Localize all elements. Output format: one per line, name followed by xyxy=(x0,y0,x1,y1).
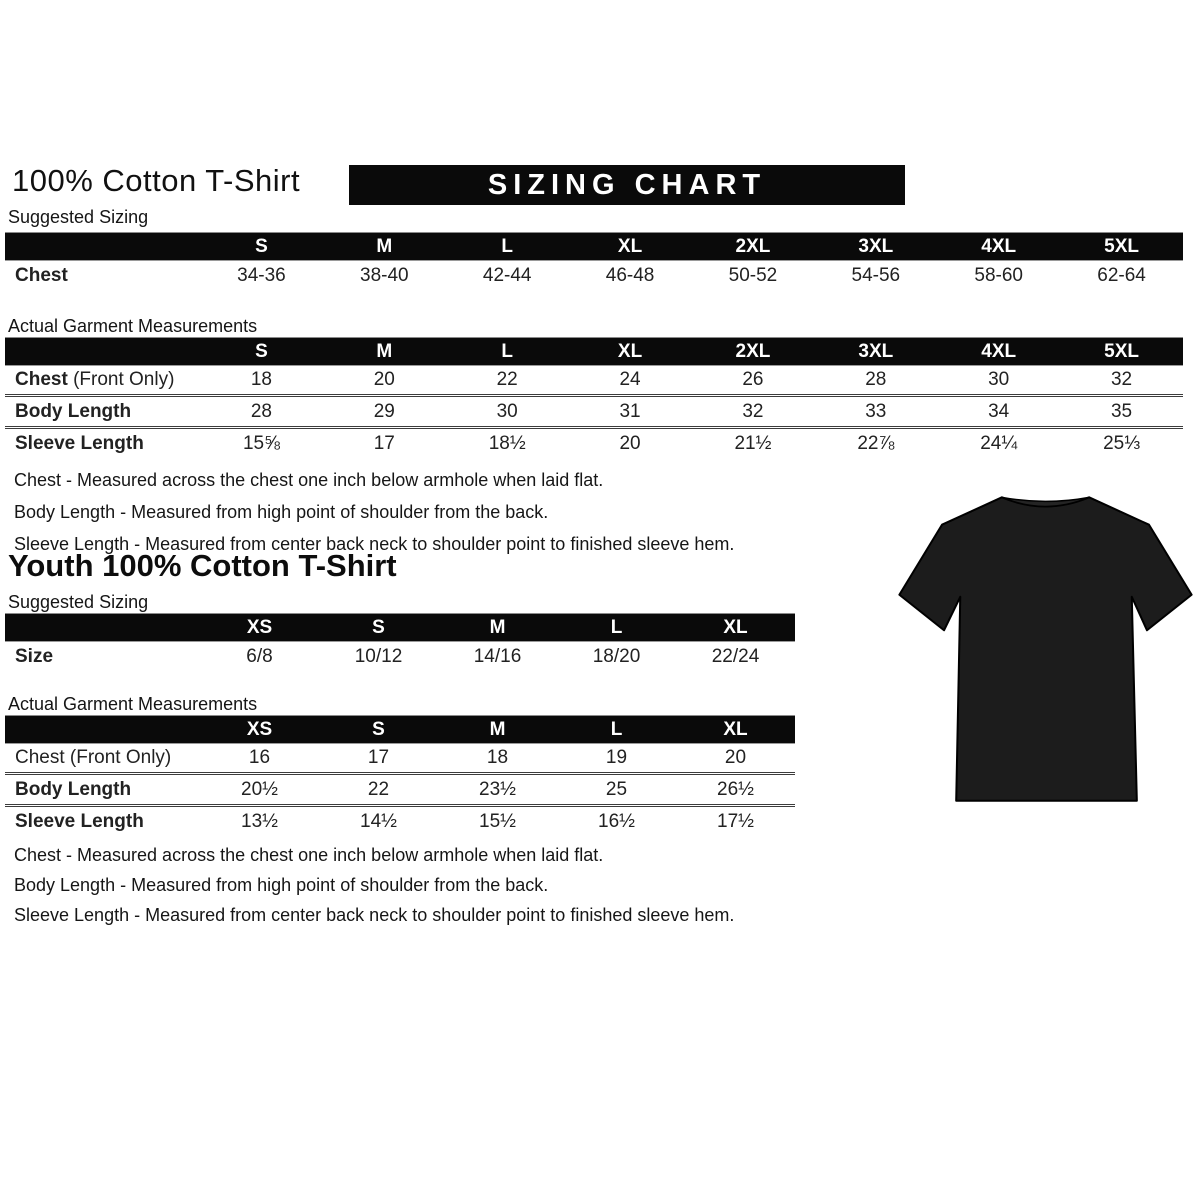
adult-suggested-sizing-label: Suggested Sizing xyxy=(8,207,149,227)
header-cell: XL xyxy=(617,340,643,362)
cell: 20 xyxy=(724,746,747,768)
table-row xyxy=(5,394,1183,426)
black-tshirt-image xyxy=(893,475,1198,825)
cell: 14/16 xyxy=(473,645,522,667)
header-cell: XL xyxy=(723,718,748,740)
header-cell: M xyxy=(489,718,506,740)
cell: 26 xyxy=(742,368,764,390)
youth-suggested-sizing-table xyxy=(5,614,795,672)
header-cell: 3XL xyxy=(858,340,894,362)
cell: 22 xyxy=(367,778,390,800)
youth-suggested-sizing-label: Suggested Sizing xyxy=(8,592,149,612)
row-label xyxy=(5,779,200,801)
header-cell: S xyxy=(372,718,385,740)
cell: 20 xyxy=(373,368,395,390)
cell: 18/20 xyxy=(592,645,641,667)
cell: 22⅞ xyxy=(857,432,895,454)
cell: 29 xyxy=(373,400,395,422)
cell: 54-56 xyxy=(851,264,901,286)
cell: 25 xyxy=(605,778,628,800)
youth-actual-measurements-table xyxy=(5,716,795,836)
row-label xyxy=(5,265,200,287)
header-cell: XL xyxy=(617,235,643,257)
table-header-row xyxy=(5,614,795,641)
row-label xyxy=(5,646,200,668)
cell: 28 xyxy=(865,368,887,390)
row-label-note: (Front Only) xyxy=(67,368,175,390)
cell: 32 xyxy=(1110,368,1133,390)
youth-actual-measurements-label: Actual Garment Measurements xyxy=(8,694,258,714)
adult-actual-measurements-table xyxy=(5,338,1183,458)
cell: 25⅓ xyxy=(1103,432,1141,454)
youth-section-title: Youth 100% Cotton T-Shirt xyxy=(8,548,397,583)
row-label xyxy=(5,747,200,769)
cell: 30 xyxy=(496,400,518,422)
youth-measurement-notes xyxy=(14,840,734,930)
cell: 6/8 xyxy=(246,645,273,667)
table-row xyxy=(5,641,795,672)
cell: 23½ xyxy=(479,778,516,800)
cell: 30 xyxy=(988,368,1010,390)
cell: 22 xyxy=(496,368,518,390)
note-line: Body Length - Measured from high point of shoulder from the back. xyxy=(14,502,549,522)
table-header-row xyxy=(5,716,795,743)
adult-suggested-sizing-table xyxy=(5,233,1183,291)
header-cell: S xyxy=(255,340,268,362)
cell: 17 xyxy=(373,432,395,454)
table-row xyxy=(5,365,1183,394)
row-label-text: Sleeve Length xyxy=(15,432,144,454)
table-header-row xyxy=(5,338,1183,365)
note-line: Chest - Measured across the chest one inch below armhole when laid flat. xyxy=(14,470,604,490)
cell: 46-48 xyxy=(605,264,655,286)
cell: 58-60 xyxy=(974,264,1023,286)
row-label xyxy=(5,401,200,423)
cell: 17 xyxy=(367,746,390,768)
note-line: Chest - Measured across the chest one inch below armhole when laid flat. xyxy=(14,845,604,865)
cell: 18½ xyxy=(488,432,526,454)
adult-actual-measurements-label: Actual Garment Measurements xyxy=(8,316,258,336)
cell: 22/24 xyxy=(711,645,760,667)
cell: 15½ xyxy=(479,810,516,832)
table-row xyxy=(5,743,795,772)
header-cell: L xyxy=(501,340,513,362)
header-cell: XL xyxy=(723,616,748,638)
header-cell: S xyxy=(255,235,268,257)
header-cell: XS xyxy=(246,616,273,638)
header-cell: L xyxy=(610,616,623,638)
cell: 17½ xyxy=(717,810,754,832)
row-label-note: Chest (Front Only) xyxy=(15,746,172,768)
header-cell: 2XL xyxy=(735,235,771,257)
header-cell: 5XL xyxy=(1104,235,1139,257)
cell: 62-64 xyxy=(1097,264,1146,286)
header-cell: M xyxy=(376,235,393,257)
cell: 20½ xyxy=(241,778,278,800)
cell: 42-44 xyxy=(482,264,532,286)
table-row xyxy=(5,772,795,804)
table-row xyxy=(5,260,1183,291)
row-label-text: Body Length xyxy=(15,778,132,800)
table-row xyxy=(5,426,1183,458)
row-label xyxy=(5,433,200,455)
cell: 34 xyxy=(988,400,1010,422)
cell: 14½ xyxy=(360,810,397,832)
row-label xyxy=(5,369,200,391)
note-line: Sleeve Length - Measured from center back neck to shoulder point to finished sleeve hem. xyxy=(14,905,735,925)
cell: 13½ xyxy=(241,810,278,832)
row-label-text: Chest xyxy=(15,264,68,286)
cell: 50-52 xyxy=(728,264,778,286)
cell: 35 xyxy=(1110,400,1133,422)
cell: 34-36 xyxy=(237,264,286,286)
header-cell: S xyxy=(372,616,385,638)
header-cell: 3XL xyxy=(858,235,894,257)
cell: 33 xyxy=(865,400,887,422)
tshirt-body-shape xyxy=(899,497,1191,800)
row-label-text: Sleeve Length xyxy=(15,810,144,832)
cell: 24¼ xyxy=(980,432,1018,454)
cell: 26½ xyxy=(717,778,754,800)
row-label xyxy=(5,811,200,833)
header-cell: M xyxy=(489,616,506,638)
row-label-text: Size xyxy=(15,645,54,667)
cell: 21½ xyxy=(734,432,772,454)
header-cell: M xyxy=(376,340,393,362)
header-cell: XS xyxy=(246,718,273,740)
row-label-text: Chest xyxy=(15,368,68,390)
header-cell: L xyxy=(610,718,623,740)
adult-measurement-notes xyxy=(14,464,734,560)
cell: 32 xyxy=(742,400,764,422)
header-cell: 2XL xyxy=(735,340,771,362)
cell: 24 xyxy=(619,368,641,390)
header-cell: L xyxy=(501,235,513,257)
header-cell: 4XL xyxy=(981,340,1017,362)
header-cell: 5XL xyxy=(1104,340,1139,362)
tshirt-icon xyxy=(893,475,1198,820)
cell: 38-40 xyxy=(360,264,409,286)
cell: 28 xyxy=(250,400,272,422)
row-label-text: Body Length xyxy=(15,400,132,422)
table-row xyxy=(5,804,795,836)
cell: 15⅝ xyxy=(242,432,280,454)
note-line: Sleeve Length - Measured from center back neck to shoulder point to finished sleeve hem. xyxy=(14,534,735,554)
cell: 20 xyxy=(619,432,641,454)
cell: 18 xyxy=(486,746,509,768)
adult-section-title: 100% Cotton T-Shirt xyxy=(12,163,301,198)
cell: 16 xyxy=(248,746,271,768)
header-cell: 4XL xyxy=(981,235,1017,257)
cell: 31 xyxy=(619,400,641,422)
cell: 19 xyxy=(605,746,628,768)
cell: 10/12 xyxy=(354,645,403,667)
cell: 18 xyxy=(250,368,272,390)
table-header-row xyxy=(5,233,1183,260)
cell: 16½ xyxy=(598,810,635,832)
note-line: Body Length - Measured from high point of shoulder from the back. xyxy=(14,875,549,895)
sizing-chart-banner: SIZING CHART xyxy=(349,165,905,205)
